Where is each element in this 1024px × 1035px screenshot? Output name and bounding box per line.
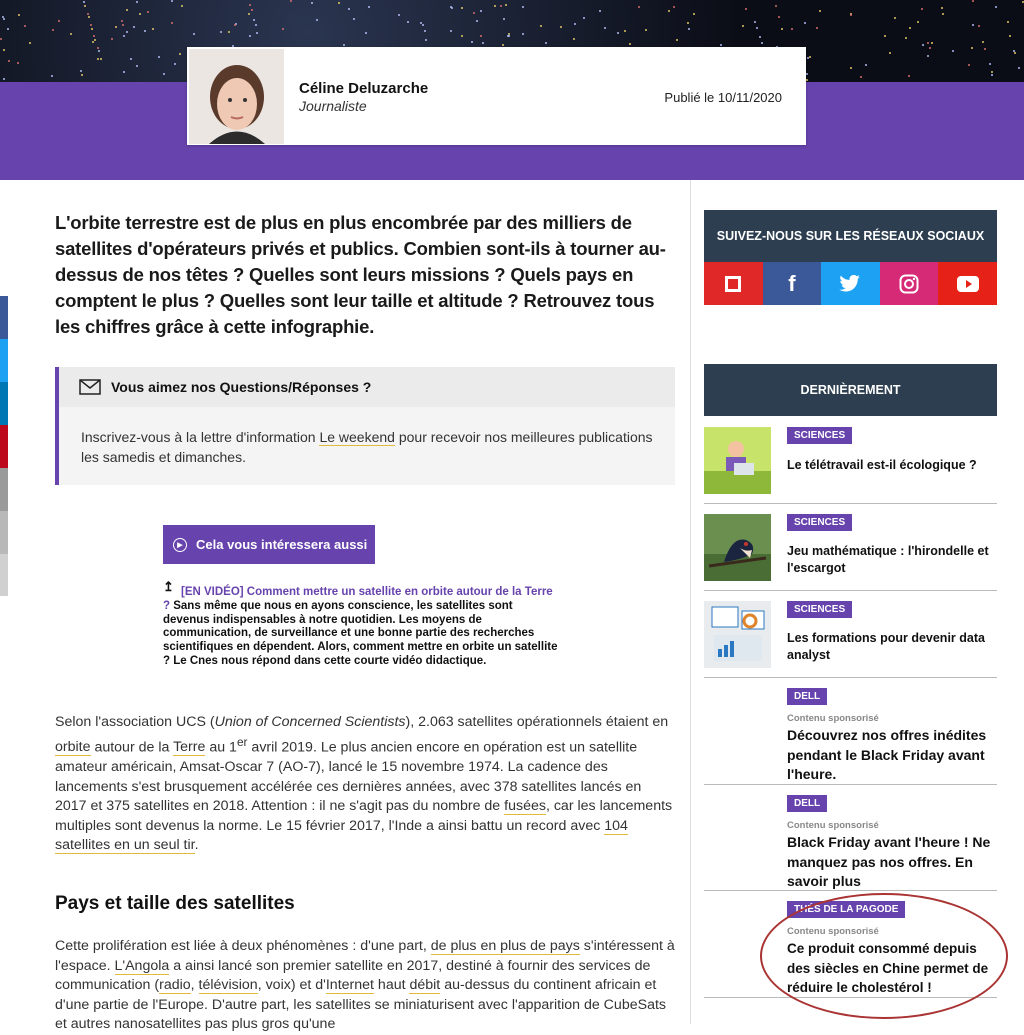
debris-dot (995, 6, 997, 8)
related-article (163, 579, 558, 669)
debris-dot (94, 39, 96, 41)
debris-dot (909, 27, 911, 29)
debris-dot (29, 42, 31, 44)
debris-dot (84, 5, 86, 7)
debris-dot (884, 35, 886, 37)
debris-dot (991, 71, 993, 73)
debris-dot (908, 75, 910, 77)
debris-dot (450, 30, 452, 32)
debris-dot (927, 42, 929, 44)
swallow-thumbnail (704, 514, 771, 581)
sponsor-tag[interactable]: THÉS DE LA PAGODE (787, 901, 905, 918)
debris-dot (972, 0, 974, 2)
newsletter-header (59, 367, 675, 407)
telework-thumbnail (704, 427, 771, 494)
debris-dot (422, 24, 424, 26)
debris-dot (136, 65, 138, 67)
debris-dot (1007, 21, 1009, 23)
section-heading: Pays et taille des satellites (55, 893, 295, 914)
debris-dot (482, 42, 484, 44)
link-internet[interactable]: Internet (325, 977, 374, 994)
debris-dot (922, 44, 924, 46)
envelope-icon (79, 379, 101, 395)
debris-dot (163, 73, 165, 75)
debris-dot (819, 10, 821, 12)
debris-dot (941, 7, 943, 9)
share-bar (0, 296, 8, 596)
debris-dot (425, 39, 427, 41)
debris-dot (253, 19, 255, 21)
debris-dot (720, 44, 722, 46)
link-orbite[interactable]: orbite (55, 739, 91, 756)
debris-dot (688, 28, 690, 30)
debris-dot (123, 71, 125, 73)
debris-dot (583, 17, 585, 19)
debris-dot (121, 20, 123, 22)
youtube-button[interactable] (938, 262, 997, 305)
debris-dot (952, 50, 954, 52)
debris-dot (171, 0, 173, 2)
debris-dot (97, 58, 99, 60)
share-pinterest-button[interactable] (0, 425, 8, 468)
debris-dot (115, 26, 117, 28)
debris-dot (193, 33, 195, 35)
related-link[interactable]: [EN VIDÉO] Comment mettre un satellite en orbite autour de la Terre ? (163, 586, 553, 612)
debris-dot (745, 8, 747, 10)
debris-dot (982, 41, 984, 43)
debris-dot (51, 75, 53, 77)
latest-item[interactable] (704, 601, 997, 678)
debris-dot (668, 10, 670, 12)
share-facebook-button[interactable] (0, 296, 8, 339)
link-terre[interactable]: Terre (173, 739, 206, 756)
debris-dot (917, 21, 919, 23)
debris-dot (256, 32, 258, 34)
debris-dot (604, 27, 606, 29)
newsletter-text-a: Inscrivez-vous à la lettre d'information (81, 429, 320, 445)
debris-dot (228, 31, 230, 33)
debris-dot (81, 74, 83, 76)
youtube-icon (957, 276, 979, 292)
debris-dot (629, 43, 631, 45)
debris-dot (88, 16, 90, 18)
debris-dot (931, 42, 933, 44)
debris-dot (984, 48, 986, 50)
debris-dot (220, 31, 222, 33)
debris-dot (791, 28, 793, 30)
item-title[interactable]: Découvrez nos offres inédites pendant le Black Friday avant l'heure. (787, 727, 987, 782)
link-debit[interactable]: débit (409, 977, 441, 994)
debris-dot (3, 78, 5, 80)
share-email-button[interactable] (0, 468, 8, 511)
sponsor-tag[interactable]: DELL (787, 688, 827, 705)
twitter-icon (839, 275, 861, 293)
debris-dot (522, 6, 524, 8)
debris-dot (123, 35, 125, 37)
debris-dot (889, 52, 891, 54)
share-print-button[interactable] (0, 511, 8, 554)
debris-dot (693, 13, 695, 15)
debris-dot (7, 28, 9, 30)
debris-dot (522, 33, 524, 35)
item-title[interactable]: Black Friday avant l'heure ! Ne manquez pas nos offres. En savoir plus (787, 834, 991, 889)
debris-dot (398, 14, 400, 16)
debris-dot (508, 35, 510, 37)
latest-item[interactable] (704, 514, 997, 591)
debris-dot (624, 30, 626, 32)
debris-dot (503, 18, 505, 20)
link-television[interactable]: télévision (198, 977, 258, 994)
latest-header: DERNIÈREMENT (704, 364, 997, 416)
debris-dot (473, 12, 475, 14)
debris-dot (676, 39, 678, 41)
link-record[interactable]: 104 satellites en un seul tir (55, 817, 628, 854)
debris-dot (93, 35, 95, 37)
debris-dot (573, 38, 575, 40)
debris-dot (978, 25, 980, 27)
debris-dot (282, 28, 284, 30)
newsletter-link[interactable]: Le weekend (319, 429, 395, 445)
debris-dot (742, 25, 744, 27)
facebook-icon: f (788, 270, 796, 296)
debris-dot (905, 37, 907, 39)
debris-dot (807, 57, 809, 59)
debris-dot (343, 44, 345, 46)
share-twitter-button[interactable] (0, 339, 8, 382)
sponsored-item[interactable] (704, 688, 997, 785)
debris-dot (560, 26, 562, 28)
arrow-up-icon: ↥ (163, 579, 174, 594)
item-title[interactable]: Le télétravail est-il écologique ? (787, 458, 977, 472)
data-analyst-thumbnail (704, 601, 771, 668)
debris-dot (290, 0, 292, 2)
debris-dot (87, 13, 89, 15)
debris-dot (645, 29, 647, 31)
instagram-button[interactable] (880, 262, 939, 305)
debris-dot (778, 16, 780, 18)
debris-dot (70, 33, 72, 35)
debris-dot (921, 8, 923, 10)
debris-dot (316, 19, 318, 21)
debris-dot (126, 9, 128, 11)
debris-dot (97, 47, 99, 49)
debris-dot (471, 41, 473, 43)
debris-dot (1018, 67, 1020, 69)
debris-dot (540, 25, 542, 27)
sponsored-label: Contenu sponsorisé (787, 713, 879, 724)
debris-dot (100, 58, 102, 60)
debris-dot (368, 6, 370, 8)
sponsored-label: Contenu sponsorisé (787, 820, 879, 831)
debris-dot (8, 60, 10, 62)
item-title[interactable]: Jeu mathématique : l'hirondelle et l'escargot (787, 544, 989, 575)
social-buttons (704, 262, 997, 305)
debris-dot (480, 10, 482, 12)
debris-dot (249, 4, 251, 6)
play-icon: ▶ (173, 538, 187, 552)
debris-dot (152, 28, 154, 30)
debris-dot (860, 76, 862, 78)
debris-dot (1014, 52, 1016, 54)
debris-dot (894, 17, 896, 19)
sponsored-label: Contenu sponsorisé (787, 926, 879, 937)
debris-dot (781, 28, 783, 30)
debris-dot (505, 4, 507, 6)
debris-dot (122, 24, 124, 26)
debris-dot (806, 79, 808, 81)
debris-dot (174, 63, 176, 65)
related-button-label: Cela vous intéressera aussi (196, 537, 368, 552)
related-button[interactable] (163, 525, 375, 564)
debris-dot (147, 11, 149, 13)
author-name[interactable]: Céline Deluzarche (299, 80, 429, 97)
debris-dot (255, 24, 257, 26)
debris-dot (248, 13, 250, 15)
debris-dot (494, 5, 496, 7)
newsletter-text-b: pour recevoir nos meilleures publications les samedis et dimanches. (81, 429, 653, 465)
debris-dot (158, 56, 160, 58)
debris-dot (638, 6, 640, 8)
debris-dot (126, 31, 128, 33)
item-title[interactable]: Les formations pour devenir data analyst (787, 631, 985, 662)
debris-dot (234, 24, 236, 26)
link-radio[interactable]: radio (159, 977, 191, 994)
debris-dot (476, 20, 478, 22)
debris-dot (809, 56, 811, 58)
debris-dot (249, 35, 251, 37)
paragraph-2: Cette prolifération est liée à deux phénomènes : d'une part, de plus en plus de pays s'intéressent à l'espace. L'Angola a ainsi lancé son premier satellite en 2017, destiné à fournir des services de communication (radio, télévision, voix) et d'Internet haut débit au-dessus du continent africain et d'une partie de l'Europe. D'autre part, les satellites se miniaturisent avec l'apparition de CubeSats et autres nanosatellites pas plus gros qu'une (55, 938, 675, 1033)
flipboard-button[interactable] (704, 262, 763, 305)
debris-dot (989, 63, 991, 65)
debris-dot (673, 6, 675, 8)
debris-dot (806, 73, 808, 75)
debris-dot (756, 27, 758, 29)
facebook-button[interactable] (763, 262, 822, 305)
debris-dot (574, 23, 576, 25)
debris-dot (972, 24, 974, 26)
debris-dot (58, 20, 60, 22)
share-linkedin-button[interactable] (0, 382, 8, 425)
debris-dot (251, 9, 253, 11)
debris-dot (480, 35, 482, 37)
link-fusees[interactable]: fusées (504, 798, 546, 815)
author-avatar (189, 49, 284, 144)
latest-item[interactable] (704, 427, 997, 504)
sponsor-tag[interactable]: DELL (787, 795, 827, 812)
debris-dot (450, 6, 452, 8)
newsletter-text (59, 407, 675, 467)
highlight-circle (760, 893, 1008, 1019)
debris-dot (17, 62, 19, 64)
debris-dot (0, 38, 2, 40)
instagram-icon (899, 274, 919, 294)
link-pays[interactable]: de plus en plus de pays (430, 938, 580, 954)
debris-dot (991, 74, 993, 76)
debris-dot (759, 36, 761, 38)
category-tag[interactable]: SCIENCES (787, 427, 852, 444)
debris-dot (136, 1, 138, 3)
debris-dot (130, 58, 132, 60)
debris-dot (968, 64, 970, 66)
debris-dot (92, 41, 94, 43)
debris-dot (3, 49, 5, 51)
debris-dot (18, 14, 20, 16)
related-description: Sans même que nous en ayons conscience, les satellites sont devenus indispensables à notre quotidien. Les moyens de communication, de surveillance et une bonne partie des recherches scientifiques en dépendent. Alors, comment mettre en orbite un satellite ? Le Cnes nous répond dans cette courte vidéo didactique. (163, 599, 558, 667)
debris-dot (865, 64, 867, 66)
link-angola[interactable]: L'Angola (114, 957, 170, 974)
debris-dot (424, 30, 426, 32)
debris-dot (850, 14, 852, 16)
newsletter-title: Vous aimez nos Questions/Réponses ? (111, 379, 372, 395)
debris-dot (91, 28, 93, 30)
debris-dot (850, 67, 852, 69)
debris-dot (929, 47, 931, 49)
item-title[interactable]: Ce produit consommé depuis des siècles en Chine permet de réduire le cholestérol ! (787, 941, 989, 995)
debris-dot (942, 13, 944, 15)
flipboard-icon (725, 276, 741, 292)
newsletter-box (55, 367, 675, 485)
article-lead: L'orbite terrestre est de plus en plus encombrée par des milliers de satellites d'opérateurs privés et publics. Combien sont-ils à tourner au-dessus de nos têtes ? Quelles sont leurs missions ? Quels pays en comptent le plus ? Quelles sont leur taille et altitude ? Retrouvez tous les chiffres grâce à cette infographie. (55, 212, 666, 337)
debris-dot (775, 5, 777, 7)
debris-dot (754, 21, 756, 23)
debris-dot (365, 32, 367, 34)
debris-dot (179, 53, 181, 55)
author-role: Journaliste (299, 98, 367, 114)
debris-dot (500, 5, 502, 7)
category-tag[interactable]: SCIENCES (787, 601, 852, 618)
category-tag[interactable]: SCIENCES (787, 514, 852, 531)
sponsored-item[interactable] (704, 795, 997, 891)
debris-dot (171, 22, 173, 24)
debris-dot (144, 30, 146, 32)
debris-dot (761, 42, 763, 44)
debris-dot (1009, 35, 1011, 37)
publish-date: Publié le 10/11/2020 (664, 90, 782, 105)
debris-dot (461, 7, 463, 9)
debris-dot (804, 22, 806, 24)
debris-dot (24, 25, 26, 27)
share-more-button[interactable] (0, 554, 8, 596)
column-divider (690, 180, 691, 1024)
debris-dot (927, 55, 929, 57)
debris-dot (80, 70, 82, 72)
debris-dot (133, 26, 135, 28)
twitter-button[interactable] (821, 262, 880, 305)
debris-dot (181, 5, 183, 7)
debris-dot (971, 47, 973, 49)
social-header: SUIVEZ-NOUS SUR LES RÉSEAUX SOCIAUX (704, 210, 997, 262)
debris-dot (98, 50, 100, 52)
debris-dot (111, 38, 113, 40)
debris-dot (52, 29, 54, 31)
debris-dot (83, 1, 85, 3)
debris-dot (139, 13, 141, 15)
debris-dot (816, 27, 818, 29)
debris-dot (545, 42, 547, 44)
debris-dot (407, 21, 409, 23)
debris-dot (311, 2, 313, 4)
debris-dot (338, 2, 340, 4)
debris-dot (502, 44, 504, 46)
author-card (187, 47, 806, 145)
debris-dot (687, 22, 689, 24)
debris-dot (461, 35, 463, 37)
debris-dot (90, 24, 92, 26)
debris-dot (348, 8, 350, 10)
debris-dot (617, 32, 619, 34)
debris-dot (3, 18, 5, 20)
debris-dot (599, 10, 601, 12)
paragraph-1: Selon l'association UCS (Union of Concerned Scientists), 2.063 satellites opérationnels étaient en orbite autour de la Terre au 1er avril 2019. Le plus ancien encore en opération est un satellite amateur américain, Amsat-Oscar 7 (AO-7), lancé le 15 novembre 1974. La cadence des lancements s'est brusquement accélérée ces dernières années, avec 378 satellites lancés en 2017 et 375 satellites en 2018. Attention : il ne s'agit pas du nombre de fusées, car les lancements multiples sont devenus la norme. Le 15 février 2017, l'Inde a ainsi battu un record avec 104 satellites en un seul tir. (55, 714, 673, 854)
debris-dot (353, 18, 355, 20)
